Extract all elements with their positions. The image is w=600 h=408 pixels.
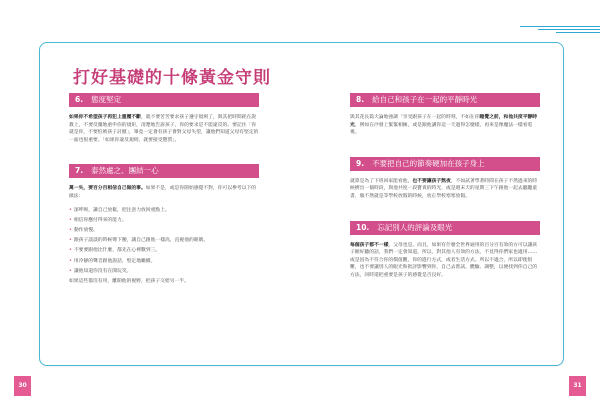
section-9-text-a: 就算是為了下班回家能看他， — [350, 178, 413, 184]
list-item: • 讓他知道你沒有在開玩笑。 — [69, 268, 132, 274]
section-10-title: 忘記別人的評論及眼光 — [377, 222, 453, 232]
section-9-body — [350, 178, 540, 201]
page-title: 打好基礎的十條黃金守則 — [73, 68, 271, 88]
list-item: • 跟孩子談談的時候彎下腰，讓自己跟他一樣高，直視他的眼睛。 — [69, 238, 209, 244]
section-6-number: 6. — [75, 95, 84, 104]
section-7-number: 7. — [75, 166, 84, 176]
section-8-body — [350, 114, 540, 137]
section-7-emphasis: 萬一失，要百分百相信自己做的事。 — [69, 186, 146, 192]
section-6-emphasis: 如果你不希望孩子再犯上重覆不斷 — [69, 115, 141, 120]
list-item: • 動作放慢。 — [69, 227, 98, 233]
section-10-number: 10. — [356, 222, 370, 232]
section-8-heading — [350, 93, 540, 107]
right-column — [350, 93, 540, 290]
list-item: • 不要要跟他比什麼，都先在心裡數到三。 — [69, 248, 161, 254]
section-8-text-b: ，例如在沙發上緊緊相擁，或是跟他講你這一天過得怎麼樣，再來是像魔法一樣看電視。 — [350, 122, 533, 136]
section-8-title: 給自己和孩子在一起的平靜時光 — [372, 95, 478, 104]
header-decoration — [520, 26, 600, 36]
list-item: • 深呼吸，讓自己放鬆，把注意力放回重點上。 — [69, 207, 170, 213]
section-7-title: 泰然處之、團結一心 — [91, 166, 159, 176]
section-10-heading — [350, 221, 540, 235]
section-10-text: ，父母也是。而且，如果有什麼全世界通用的百分百有效的方可以讓孩子順好聽的話，我們一定會知道，所以，對其他人有效的方法，不見得你們家也適用……或是因為不符合你的價值觀，你的進行方式，或者生活方式。所以不適合，所以即使很難，也不要讓別人的眼光和批評影響到你，自己去嘗試、體驗、調整，以便找到你自己的方法，同時還把重要是孩子的感覺是否良好。 — [350, 242, 538, 278]
section-7-closing: 如果這些都沒有用，離開他的視野，把孩子交給另一半。 — [69, 278, 189, 284]
section-10-body — [350, 242, 540, 280]
section-8-text-a: 與其花長篇大論地強調「享受跟孩子在一起的時刻，不如在你 — [350, 115, 480, 120]
section-9-emphasis: 也不要讓孩子熬夜 — [412, 178, 451, 184]
section-7-text: 如果不是，或是你開始感覺不對，你可以參考以下的做法： — [69, 186, 257, 199]
page-number-left: 30 — [14, 376, 31, 396]
section-8-number: 8. — [356, 95, 365, 104]
section-7-heading — [69, 164, 259, 178]
section-9-title: 不要把自己的節奏硬加在孩子身上 — [372, 158, 485, 168]
section-6-title: 態度堅定 — [91, 95, 122, 104]
left-column — [69, 93, 259, 295]
section-6-body — [69, 114, 259, 144]
section-9-heading — [350, 157, 540, 171]
content-panel — [39, 42, 564, 366]
section-7-intro — [69, 185, 259, 200]
section-8-emphasis: 睡覺之前，和他共度平靜時光 — [350, 115, 538, 128]
section-7-list — [69, 207, 259, 276]
section-6-text: ，就不要苦苦要求孩子遵守規則了，與其把時間耗在說教上，不要反覆地重申你的規矩，清楚地告訴孩子，你的要求是不能違反的。要記住「你就是你，不要怕被孩子討厭」，畢竟一定會有孩子會對父母失望，讓他們知道父母有堅定的一面也很重要。「如果你違反規則，就要接受懲罰」。 — [69, 115, 259, 143]
section-10-emphasis: 每個孩子都不一樣 — [350, 242, 389, 248]
page-number-right: 31 — [569, 376, 586, 396]
section-9-number: 9. — [356, 158, 365, 168]
section-6-heading — [69, 93, 259, 107]
section-9-text-b: ，不如試著學著時間在孩子不然過來的時候擠出一個時段，與他共度一段寶貴的時光，或是週末天的星期三下午跟他一起去聽聽童書，做不然就是等學校放假的時候，放正學校寒寒放假。 — [350, 178, 538, 199]
list-item: • 相信你應付得來的能力。 — [69, 217, 127, 223]
list-item: • 用冷靜的聲音跟他說話，堅定地繼續。 — [69, 258, 156, 264]
